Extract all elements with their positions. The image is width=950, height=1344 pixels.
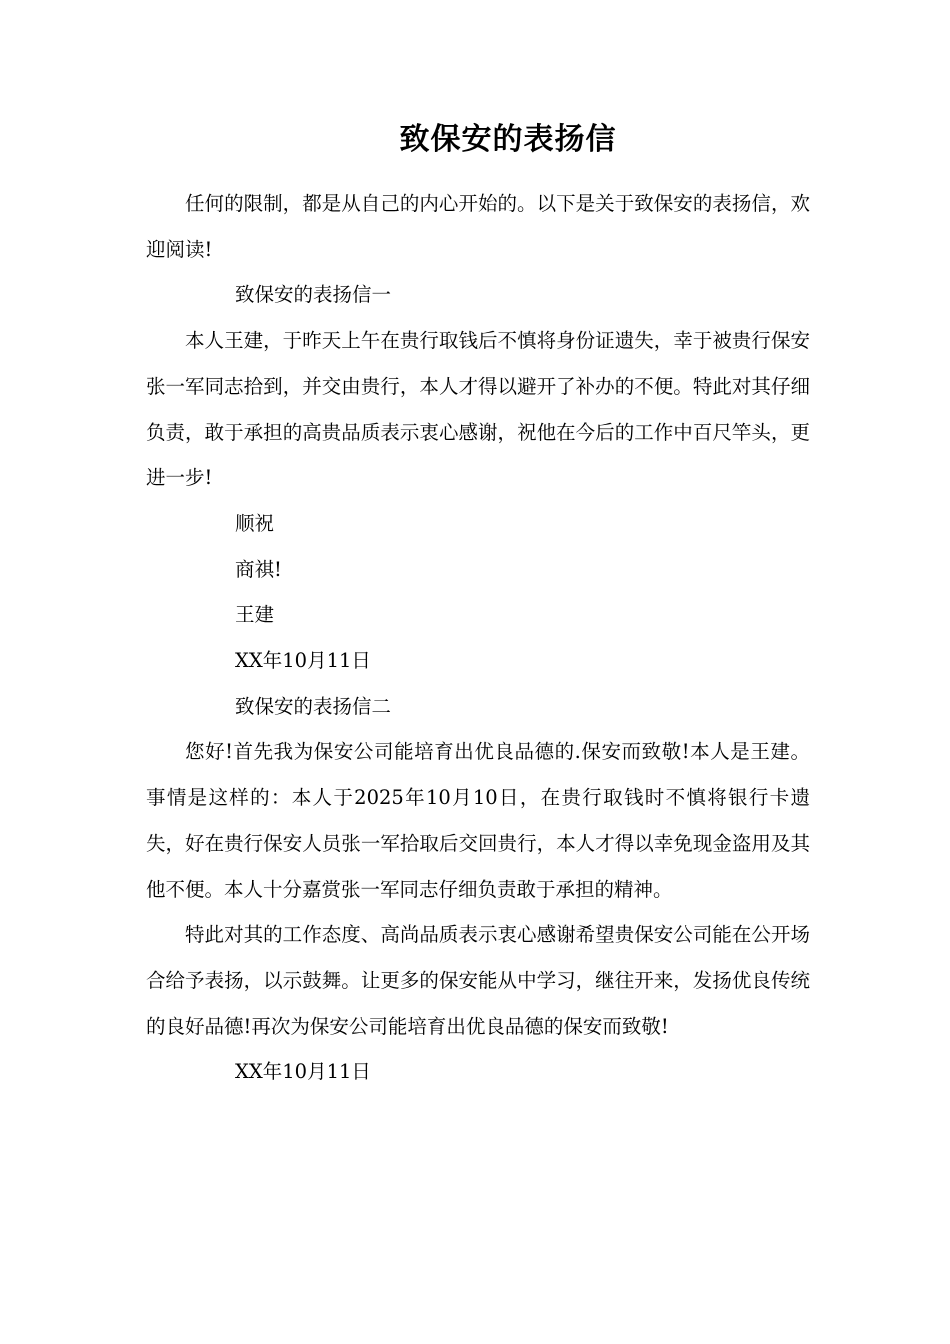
letter-one-closing: 顺祝 bbox=[235, 511, 275, 535]
intro-paragraph: 任何的限制，都是从自己的内心开始的。以下是关于致保安的表扬信，欢迎阅读! bbox=[146, 192, 810, 261]
letter-one-heading: 致保安的表扬信一 bbox=[235, 283, 392, 307]
letter-two-date: XX年10月11日 bbox=[235, 1060, 371, 1084]
letter-two-heading: 致保安的表扬信二 bbox=[235, 694, 392, 718]
letter-one-body: 本人王建，于昨天上午在贵行取钱后不慎将身份证遗失，幸于被贵行保安张一军同志拾到，并交由贵行，本人才得以避开了补办的不便。特此对其仔细负责，敢于承担的高贵品质表示衷心感谢，祝他在今后的工作中百尺竿头，更进一步! bbox=[146, 329, 810, 490]
document-title: 致保安的表扬信 bbox=[399, 122, 617, 157]
document-body bbox=[146, 181, 810, 1095]
letter-one-date: XX年10月11日 bbox=[235, 649, 371, 673]
letter-one-greeting: 商祺! bbox=[235, 557, 282, 581]
letter-one-signature: 王建 bbox=[235, 603, 275, 627]
letter-two-body-second: 特此对其的工作态度、高尚品质表示衷心感谢希望贵保安公司能在公开场合给予表扬，以示鼓舞。让更多的保安能从中学习，继往开来，发扬优良传统的良好品德!再次为保安公司能培育出优良品德的保安而致敬! bbox=[146, 923, 810, 1038]
letter-two-body-first: 您好!首先我为保安公司能培育出优良品德的.保安而致敬!本人是王建。事情是这样的：本人于2025年10月10日，在贵行取钱时不慎将银行卡遗失，好在贵行保安人员张一军拾取后交回贵行，本人才得以幸免现金盗用及其他不便。本人十分嘉赏张一军同志仔细负责敢于承担的精神。 bbox=[146, 740, 810, 901]
